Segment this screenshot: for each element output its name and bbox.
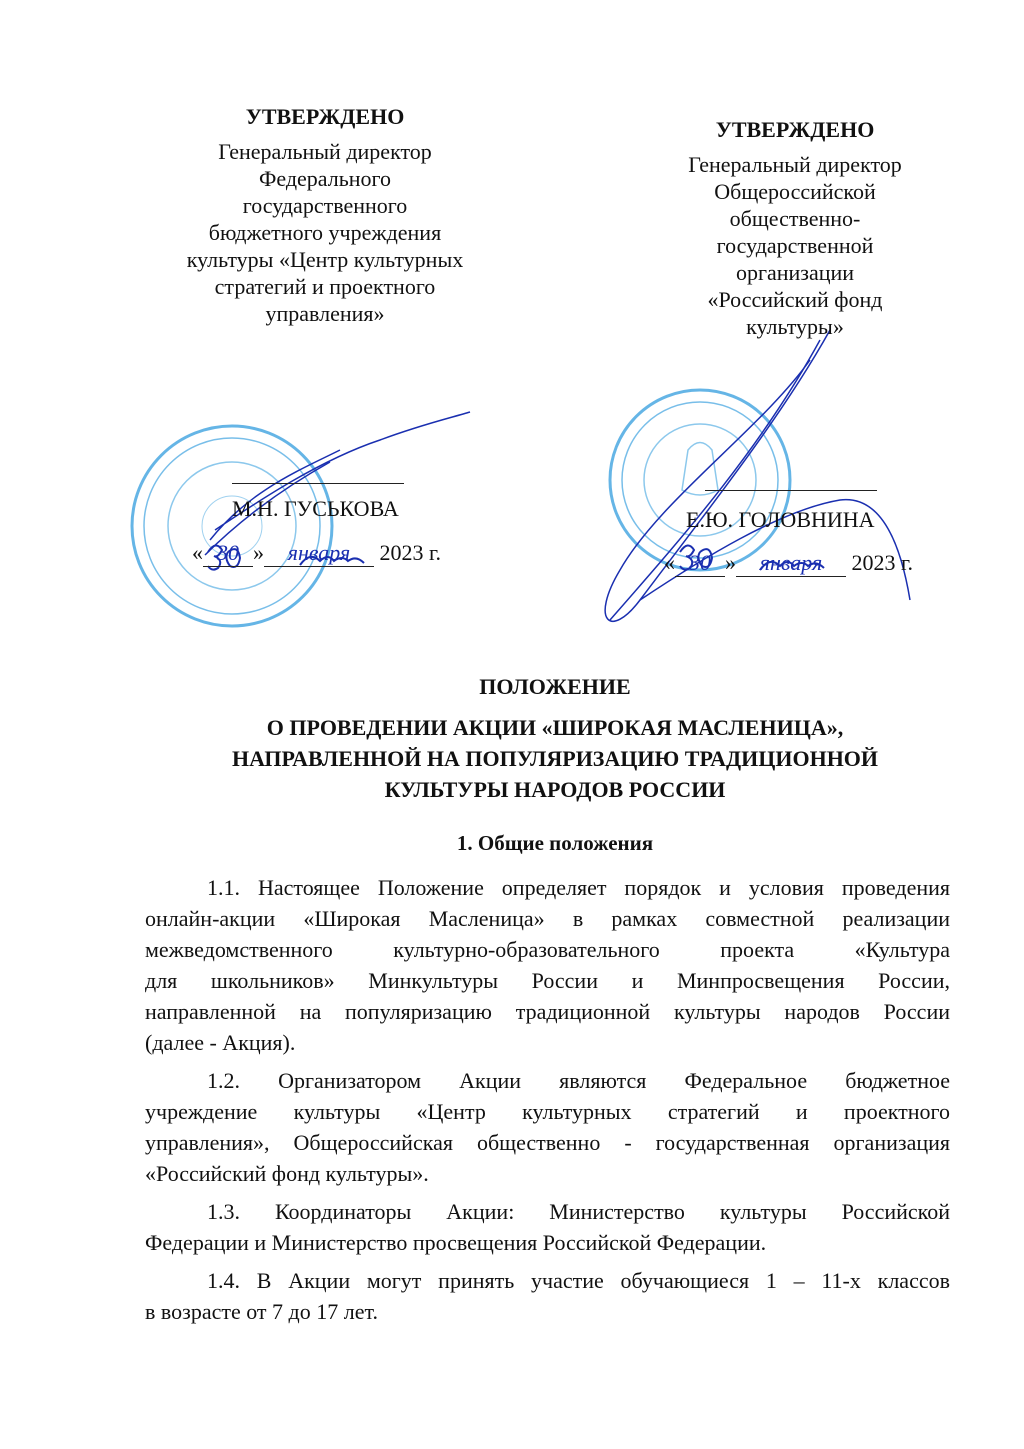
paragraph-line: онлайн-акции «Широкая Масленица» в рамках совместной реализации bbox=[145, 906, 950, 931]
date-month: января bbox=[264, 540, 374, 567]
paragraph-line: для школьников» Минкультуры России и Минпросвещения России, bbox=[145, 968, 950, 993]
signature-line bbox=[232, 483, 404, 484]
date-open-quote: « bbox=[192, 540, 203, 565]
stamp-left bbox=[132, 426, 332, 626]
paragraph-line: (далее - Акция). bbox=[145, 1030, 296, 1055]
paragraph-line: в возрасте от 7 до 17 лет. bbox=[145, 1299, 378, 1324]
date-day: 30 bbox=[203, 540, 253, 567]
section-title: 1. Общие положения bbox=[456, 831, 654, 855]
approval-line: Общероссийской bbox=[714, 179, 876, 204]
date-close-quote: » bbox=[253, 540, 264, 565]
approval-line: стратегий и проектного bbox=[214, 274, 436, 299]
approval-heading: УТВЕРЖДЕНО bbox=[245, 104, 405, 129]
date-month: января bbox=[736, 550, 846, 577]
signature-right bbox=[605, 330, 910, 621]
paragraph-line: «Российский фонд культуры». bbox=[145, 1161, 429, 1186]
approval-block-right bbox=[640, 116, 950, 340]
paragraph-line: учреждение культуры «Центр культурных стратегий и проектного bbox=[145, 1099, 950, 1124]
approval-line: культуры» bbox=[746, 314, 844, 339]
approval-line: Генеральный директор bbox=[688, 152, 902, 177]
approval-line: организации bbox=[735, 260, 855, 285]
document-subtitle bbox=[0, 712, 1024, 805]
approval-line: общественно- bbox=[729, 206, 861, 231]
date-open-quote: « bbox=[664, 550, 675, 575]
signature-line bbox=[705, 490, 877, 491]
paragraph-line: 1.2. Организатором Акции являются Федеральное бюджетное bbox=[207, 1068, 950, 1093]
document-body bbox=[145, 872, 950, 1334]
approval-date bbox=[192, 540, 441, 567]
approval-line: культуры «Центр культурных bbox=[186, 247, 464, 272]
approval-heading: УТВЕРЖДЕНО bbox=[715, 117, 875, 142]
paragraph bbox=[145, 1196, 950, 1258]
signatory-name: Е.Ю. ГОЛОВНИНА bbox=[686, 507, 875, 532]
approval-line: Генеральный директор bbox=[218, 139, 432, 164]
signatory-name: М.Н. ГУСЬКОВА bbox=[232, 496, 399, 521]
approval-line: управления» bbox=[265, 301, 385, 326]
paragraph-line: 1.4. В Акции могут принять участие обучающиеся 1 – 11-х классов bbox=[207, 1268, 950, 1293]
subtitle-line: КУЛЬТУРЫ НАРОДОВ РОССИИ bbox=[384, 777, 726, 802]
paragraph-line: направленной на популяризацию традиционной культуры народов России bbox=[145, 999, 950, 1024]
paragraph bbox=[145, 872, 950, 1058]
approval-line: Федерального bbox=[258, 166, 392, 191]
date-close-quote: » bbox=[725, 550, 736, 575]
paragraph-line: межведомственного культурно-образовательного проекта «Культура bbox=[145, 937, 950, 962]
date-year: 2023 г. bbox=[851, 550, 914, 575]
approval-line: государственного bbox=[242, 193, 408, 218]
approval-date bbox=[664, 550, 913, 577]
approval-block-left bbox=[155, 103, 495, 327]
document-title: ПОЛОЖЕНИЕ bbox=[479, 674, 631, 699]
paragraph-line: 1.3. Координаторы Акции: Министерство культуры Российской bbox=[207, 1199, 950, 1224]
approval-line: бюджетного учреждения bbox=[208, 220, 442, 245]
subtitle-line: НАПРАВЛЕННОЙ НА ПОПУЛЯРИЗАЦИЮ ТРАДИЦИОННОЙ bbox=[231, 746, 879, 771]
stamp-right bbox=[610, 390, 790, 570]
subtitle-line: О ПРОВЕДЕНИИ АКЦИИ «ШИРОКАЯ МАСЛЕНИЦА», bbox=[266, 715, 844, 740]
paragraph-line: управления», Общероссийская общественно - государственная организация bbox=[145, 1130, 950, 1155]
date-day: 30 bbox=[675, 550, 725, 577]
paragraph-line: 1.1. Настоящее Положение определяет порядок и условия проведения bbox=[207, 875, 950, 900]
approval-line: «Российский фонд bbox=[707, 287, 883, 312]
date-year: 2023 г. bbox=[379, 540, 442, 565]
paragraph bbox=[145, 1265, 950, 1327]
approval-line: государственной bbox=[716, 233, 874, 258]
paragraph-line: Федерации и Министерство просвещения Российской Федерации. bbox=[145, 1230, 767, 1255]
paragraph bbox=[145, 1065, 950, 1189]
